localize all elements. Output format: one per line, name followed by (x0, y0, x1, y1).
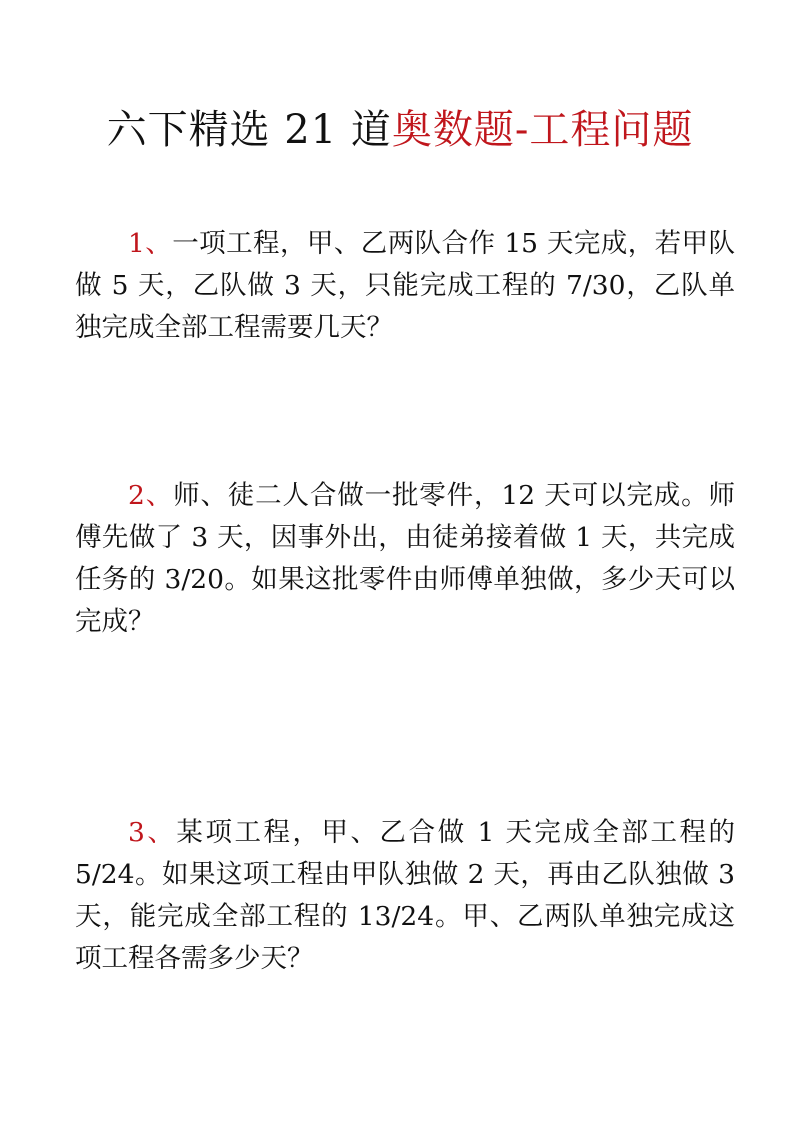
problem-number: 1 (128, 228, 145, 259)
problem-text: 某项工程，甲、乙合做 1 天完成全部工程的 5/24。如果这项工程由甲队独做 2 天，再由乙队独做 3 天，能完成全部工程的 13/24。甲、乙两队单独完成这项工程各需多少天？ (75, 817, 735, 974)
problem-number: 3 (128, 817, 145, 848)
problem-separator: 、 (144, 817, 177, 848)
problem-3 (75, 812, 735, 980)
page-title (0, 104, 800, 156)
problem-text: 一项工程，甲、乙两队合作 15 天完成，若甲队做 5 天，乙队做 3 天，只能完成工程的 7/30，乙队单独完成全部工程需要几天？ (75, 228, 735, 343)
problem-1 (75, 223, 735, 349)
problem-text: 师、徒二人合做一批零件，12 天可以完成。师傅先做了 3 天，因事外出，由徒弟接着做 1 天，共完成任务的 3/20。如果这批零件由师傅单独做，多少天可以完成？ (75, 480, 735, 637)
title-prefix: 六下精选 21 道 (106, 107, 392, 153)
problem-2 (75, 475, 735, 643)
problem-separator: 、 (144, 480, 174, 511)
problem-number: 2 (128, 480, 145, 511)
title-highlight: 奥数题-工程问题 (391, 107, 694, 153)
problem-separator: 、 (144, 228, 173, 259)
